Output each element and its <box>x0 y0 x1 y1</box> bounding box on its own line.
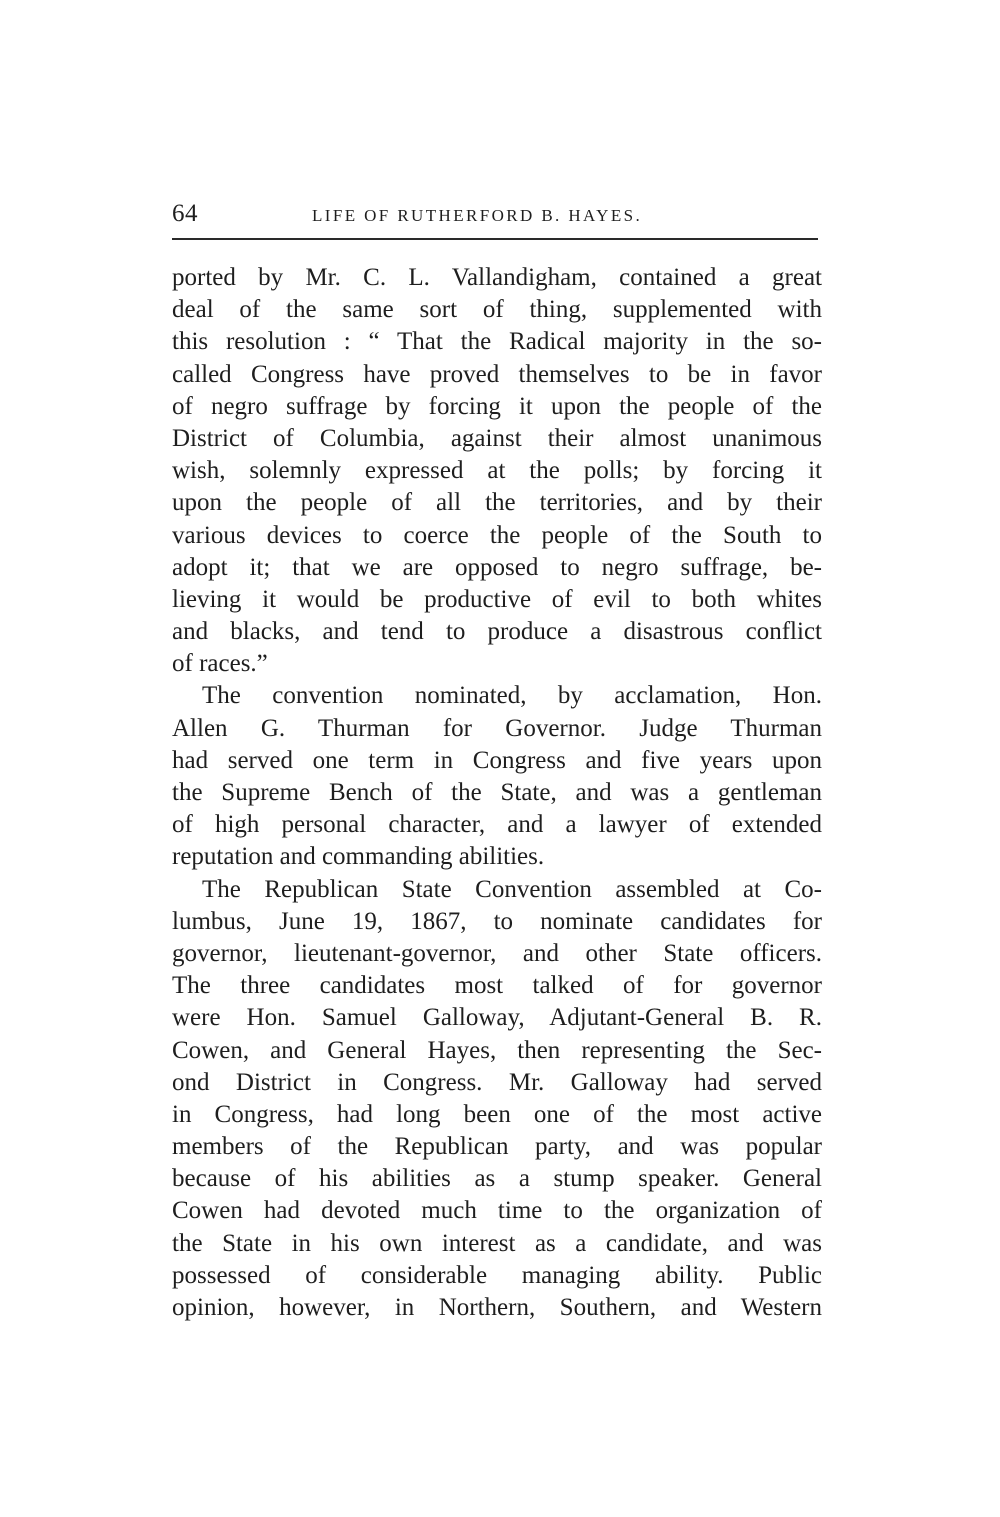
text-line: of negro suffrage by forcing it upon the people of the <box>172 392 822 420</box>
text-line: adopt it; that we are opposed to negro suffrage, be- <box>172 553 822 581</box>
text-line: deal of the same sort of thing, supplemented with <box>172 296 822 324</box>
text-line: Cowen, and General Hayes, then representing the Sec- <box>172 1036 822 1064</box>
text-line: wish, solemnly expressed at the polls; by forcing it <box>172 457 822 485</box>
text-line: lumbus, June 19, 1867, to nominate candidates for <box>172 907 822 935</box>
text-line: lieving it would be productive of evil to both whites <box>172 585 822 613</box>
text-line: governor, lieutenant-governor, and other State officers. <box>172 939 822 967</box>
running-title: LIFE OF RUTHERFORD B. HAYES. <box>312 206 643 225</box>
text-line: Cowen had devoted much time to the organization of <box>172 1197 822 1225</box>
body-text <box>172 262 822 1324</box>
text-line: various devices to coerce the people of the South to <box>172 521 822 549</box>
text-line: ported by Mr. C. L. Vallandigham, contained a great <box>172 264 822 291</box>
text-line: the State in his own interest as a candidate, and was <box>172 1229 822 1257</box>
text-line: possessed of considerable managing ability. Public <box>172 1261 822 1289</box>
text-line: The Republican State Convention assembled at Co- <box>202 875 822 903</box>
text-line: because of his abilities as a stump speaker. General <box>172 1165 822 1193</box>
page-number: 64 <box>172 200 198 227</box>
text-line: Allen G. Thurman for Governor. Judge Thurman <box>172 714 822 742</box>
text-line: The convention nominated, by acclamation, Hon. <box>202 682 822 710</box>
text-line: in Congress, had long been one of the most active <box>172 1100 822 1128</box>
text-line: opinion, however, in Northern, Southern, and Western <box>172 1294 822 1321</box>
text-line: called Congress have proved themselves to be in favor <box>172 360 822 388</box>
text-line: of high personal character, and a lawyer of extended <box>172 811 822 839</box>
text-line: ond District in Congress. Mr. Galloway had served <box>172 1068 822 1096</box>
text-line: the Supreme Bench of the State, and was a gentleman <box>172 779 822 806</box>
header-rule <box>172 238 818 240</box>
running-head <box>172 194 818 234</box>
text-line: this resolution : “ That the Radical majority in the so- <box>172 328 822 356</box>
text-line: upon the people of all the territories, and by their <box>172 489 822 517</box>
text-line: reputation and commanding abilities. <box>172 843 545 871</box>
text-line: and blacks, and tend to produce a disastrous conflict <box>172 618 822 646</box>
text-line: had served one term in Congress and five years upon <box>172 746 822 774</box>
text-line: were Hon. Samuel Galloway, Adjutant-General B. R. <box>172 1004 822 1032</box>
text-line: members of the Republican party, and was popular <box>172 1133 822 1161</box>
text-line: District of Columbia, against their almost unanimous <box>172 424 822 452</box>
text-line: The three candidates most talked of for governor <box>172 972 822 1000</box>
text-line: of races.” <box>172 650 268 678</box>
